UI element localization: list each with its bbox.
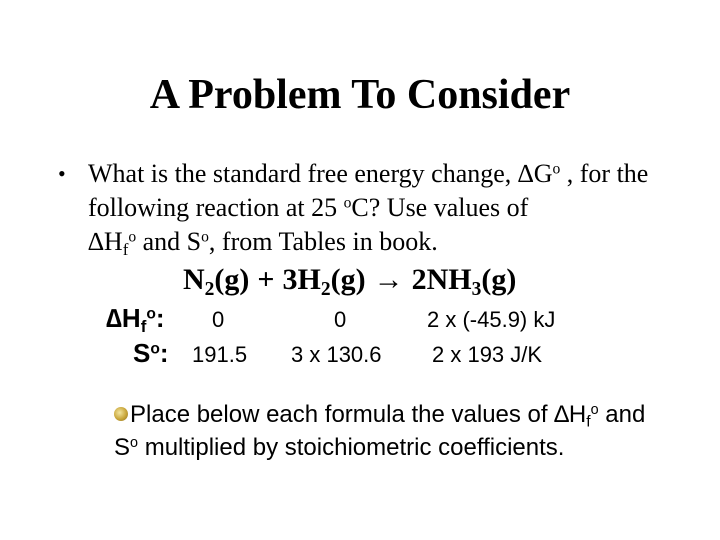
- entropy-row-label: $S^o$:: [133, 338, 169, 368]
- delta-h-symbol: ∆H: [88, 227, 123, 256]
- bullet-sphere-icon: [114, 407, 128, 421]
- enthalpy-value-n2: 0: [212, 307, 225, 332]
- enthalpy-row-label: $\Delta H_f^o$:: [106, 303, 165, 337]
- delta-h-note-symbol: ∆H: [554, 401, 587, 428]
- slide-title: A Problem To Consider: [149, 72, 571, 118]
- entropy-values-row: [0, 341, 720, 371]
- instruction-text: Place below each formula the values of $\Delta H_f^o$ and $S^o$ multiplied by stoichiometric coefficients.: [114, 401, 646, 461]
- entropy-value-nh3: 2 x 193 J/K: [432, 342, 543, 367]
- enthalpy-values-row: [0, 306, 720, 336]
- entropy-value-h2: 3 x 130.6: [291, 342, 382, 367]
- reaction-arrow-icon: →: [373, 263, 404, 296]
- instruction-note: [114, 398, 674, 464]
- reaction-equation: $N_2(g) + 3H_2(g) \to 2NH_3(g)$: [183, 263, 517, 300]
- enthalpy-value-h2: 0: [334, 307, 347, 332]
- question-text: What is the standard free energy change, $\Delta G^o$ , for the following reaction at 25 $^o$C? Use values of $\Delta H_f^o$ and $S^o$, from Tables in book.: [88, 159, 649, 260]
- delta-g-symbol: ∆G: [517, 159, 553, 188]
- entropy-value-n2: 191.5: [192, 342, 248, 367]
- bullet-dot-icon: •: [58, 161, 66, 186]
- enthalpy-value-nh3: 2 x (-45.9) kJ: [427, 307, 556, 332]
